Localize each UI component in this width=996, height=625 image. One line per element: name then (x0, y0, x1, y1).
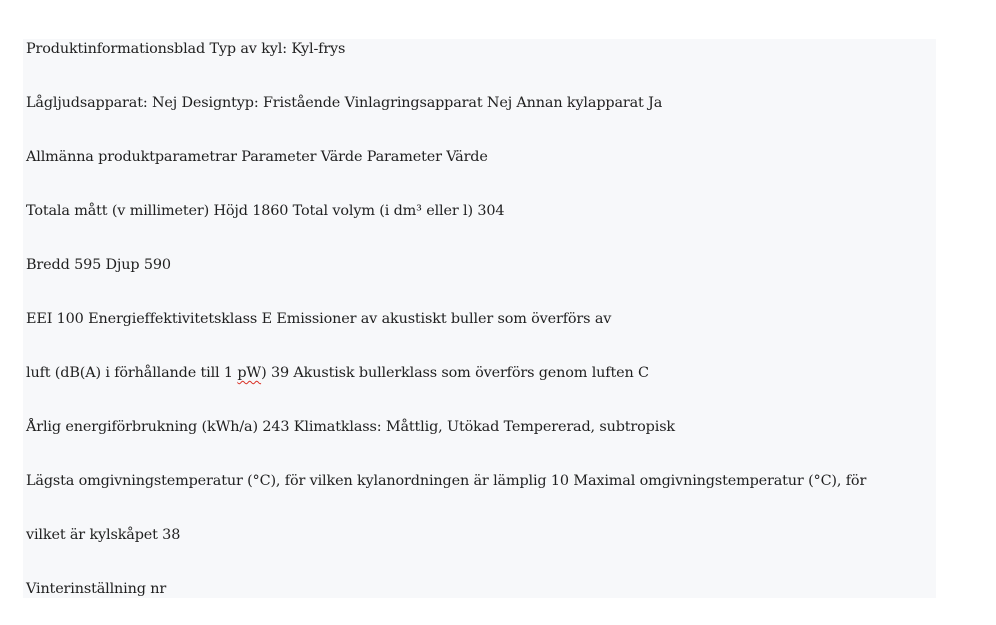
document-body[interactable] (23, 39, 936, 598)
doc-line-8: Årlig energiförbrukning (kWh/a) 243 Klimatklass: Måttlig, Utökad Tempererad, subtropisk (26, 419, 675, 435)
doc-line-7-end: ) 39 Akustisk bullerklass som överförs genom luften C (261, 365, 649, 381)
doc-line-2: Lågljudsapparat: Nej Designtyp: Fristående Vinlagringsapparat Nej Annan kylapparat Ja (26, 95, 663, 111)
doc-line-3: Allmänna produktparametrar Parameter Värde Parameter Värde (26, 149, 488, 165)
spellcheck-flagged-word[interactable]: pW (237, 365, 262, 381)
doc-line-9: Lägsta omgivningstemperatur (°C), för vilken kylanordningen är lämplig 10 Maximal omgivningstemperatur (°C), för (26, 473, 867, 489)
doc-line-1: Produktinformationsblad Typ av kyl: Kyl-frys (26, 41, 346, 57)
doc-line-6: EEI 100 Energieffektivitetsklass E Emissioner av akustiskt buller som överförs av (26, 311, 612, 327)
doc-line-11: Vinterinställning nr (26, 581, 167, 597)
doc-line-7-start: luft (dB(A) i förhållande till 1 (26, 365, 238, 381)
doc-line-10: vilket är kylskåpet 38 (26, 527, 181, 543)
doc-line-4: Totala mått (v millimeter) Höjd 1860 Total volym (i dm³ eller l) 304 (26, 203, 505, 219)
doc-line-7 (26, 363, 649, 383)
doc-line-5: Bredd 595 Djup 590 (26, 257, 171, 273)
